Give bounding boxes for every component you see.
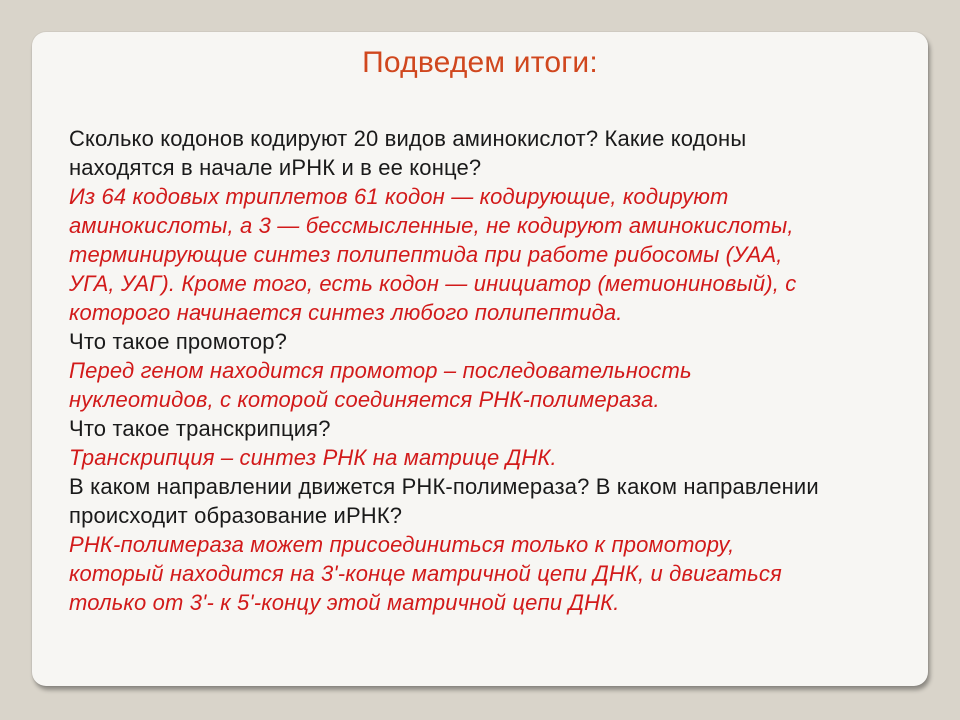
answer-4-line-3: только от 3'- к 5'-концу этой матричной цепи ДНК. <box>69 590 620 615</box>
answer-4-line-2: который находится на 3'-конце матричной цепи ДНК, и двигаться <box>69 561 782 586</box>
answer-2-line-2: нуклеотидов, с которой соединяется РНК-полимераза. <box>69 387 660 412</box>
answer-1-line-1: Из 64 кодовых триплетов 61 кодон — кодирующие, кодируют <box>69 184 729 209</box>
question-4-line-2: происходит образование иРНК? <box>69 503 403 528</box>
answer-1-line-3: терминирующие синтез полипептида при работе рибосомы (УАА, <box>69 242 783 267</box>
answer-2-line-1: Перед геном находится промотор – последовательность <box>69 358 692 383</box>
slide-title: Подведем итоги: <box>362 46 598 79</box>
question-2-line-1: Что такое промотор? <box>69 329 288 354</box>
question-1-line-1: Сколько кодонов кодируют 20 видов аминокислот? Какие кодоны <box>69 126 747 151</box>
question-3-line-1: Что такое транскрипция? <box>69 416 331 441</box>
answer-1-line-4: УГА, УАГ). Кроме того, есть кодон — инициатор (метиониновый), с <box>69 271 797 296</box>
question-1-line-2: находятся в начале иРНК и в ее конце? <box>69 155 482 180</box>
question-4-line-1: В каком направлении движется РНК-полимераза? В каком направлении <box>69 474 819 499</box>
answer-4-line-1: РНК-полимераза может присоединиться только к промотору, <box>69 532 735 557</box>
answer-3-line-1: Транскрипция – синтез РНК на матрице ДНК. <box>69 445 557 470</box>
slide-content <box>69 124 899 617</box>
answer-1-line-2: аминокислоты, а 3 — бессмысленные, не кодируют аминокислоты, <box>69 213 794 238</box>
answer-1-line-5: которого начинается синтез любого полипептида. <box>69 300 623 325</box>
